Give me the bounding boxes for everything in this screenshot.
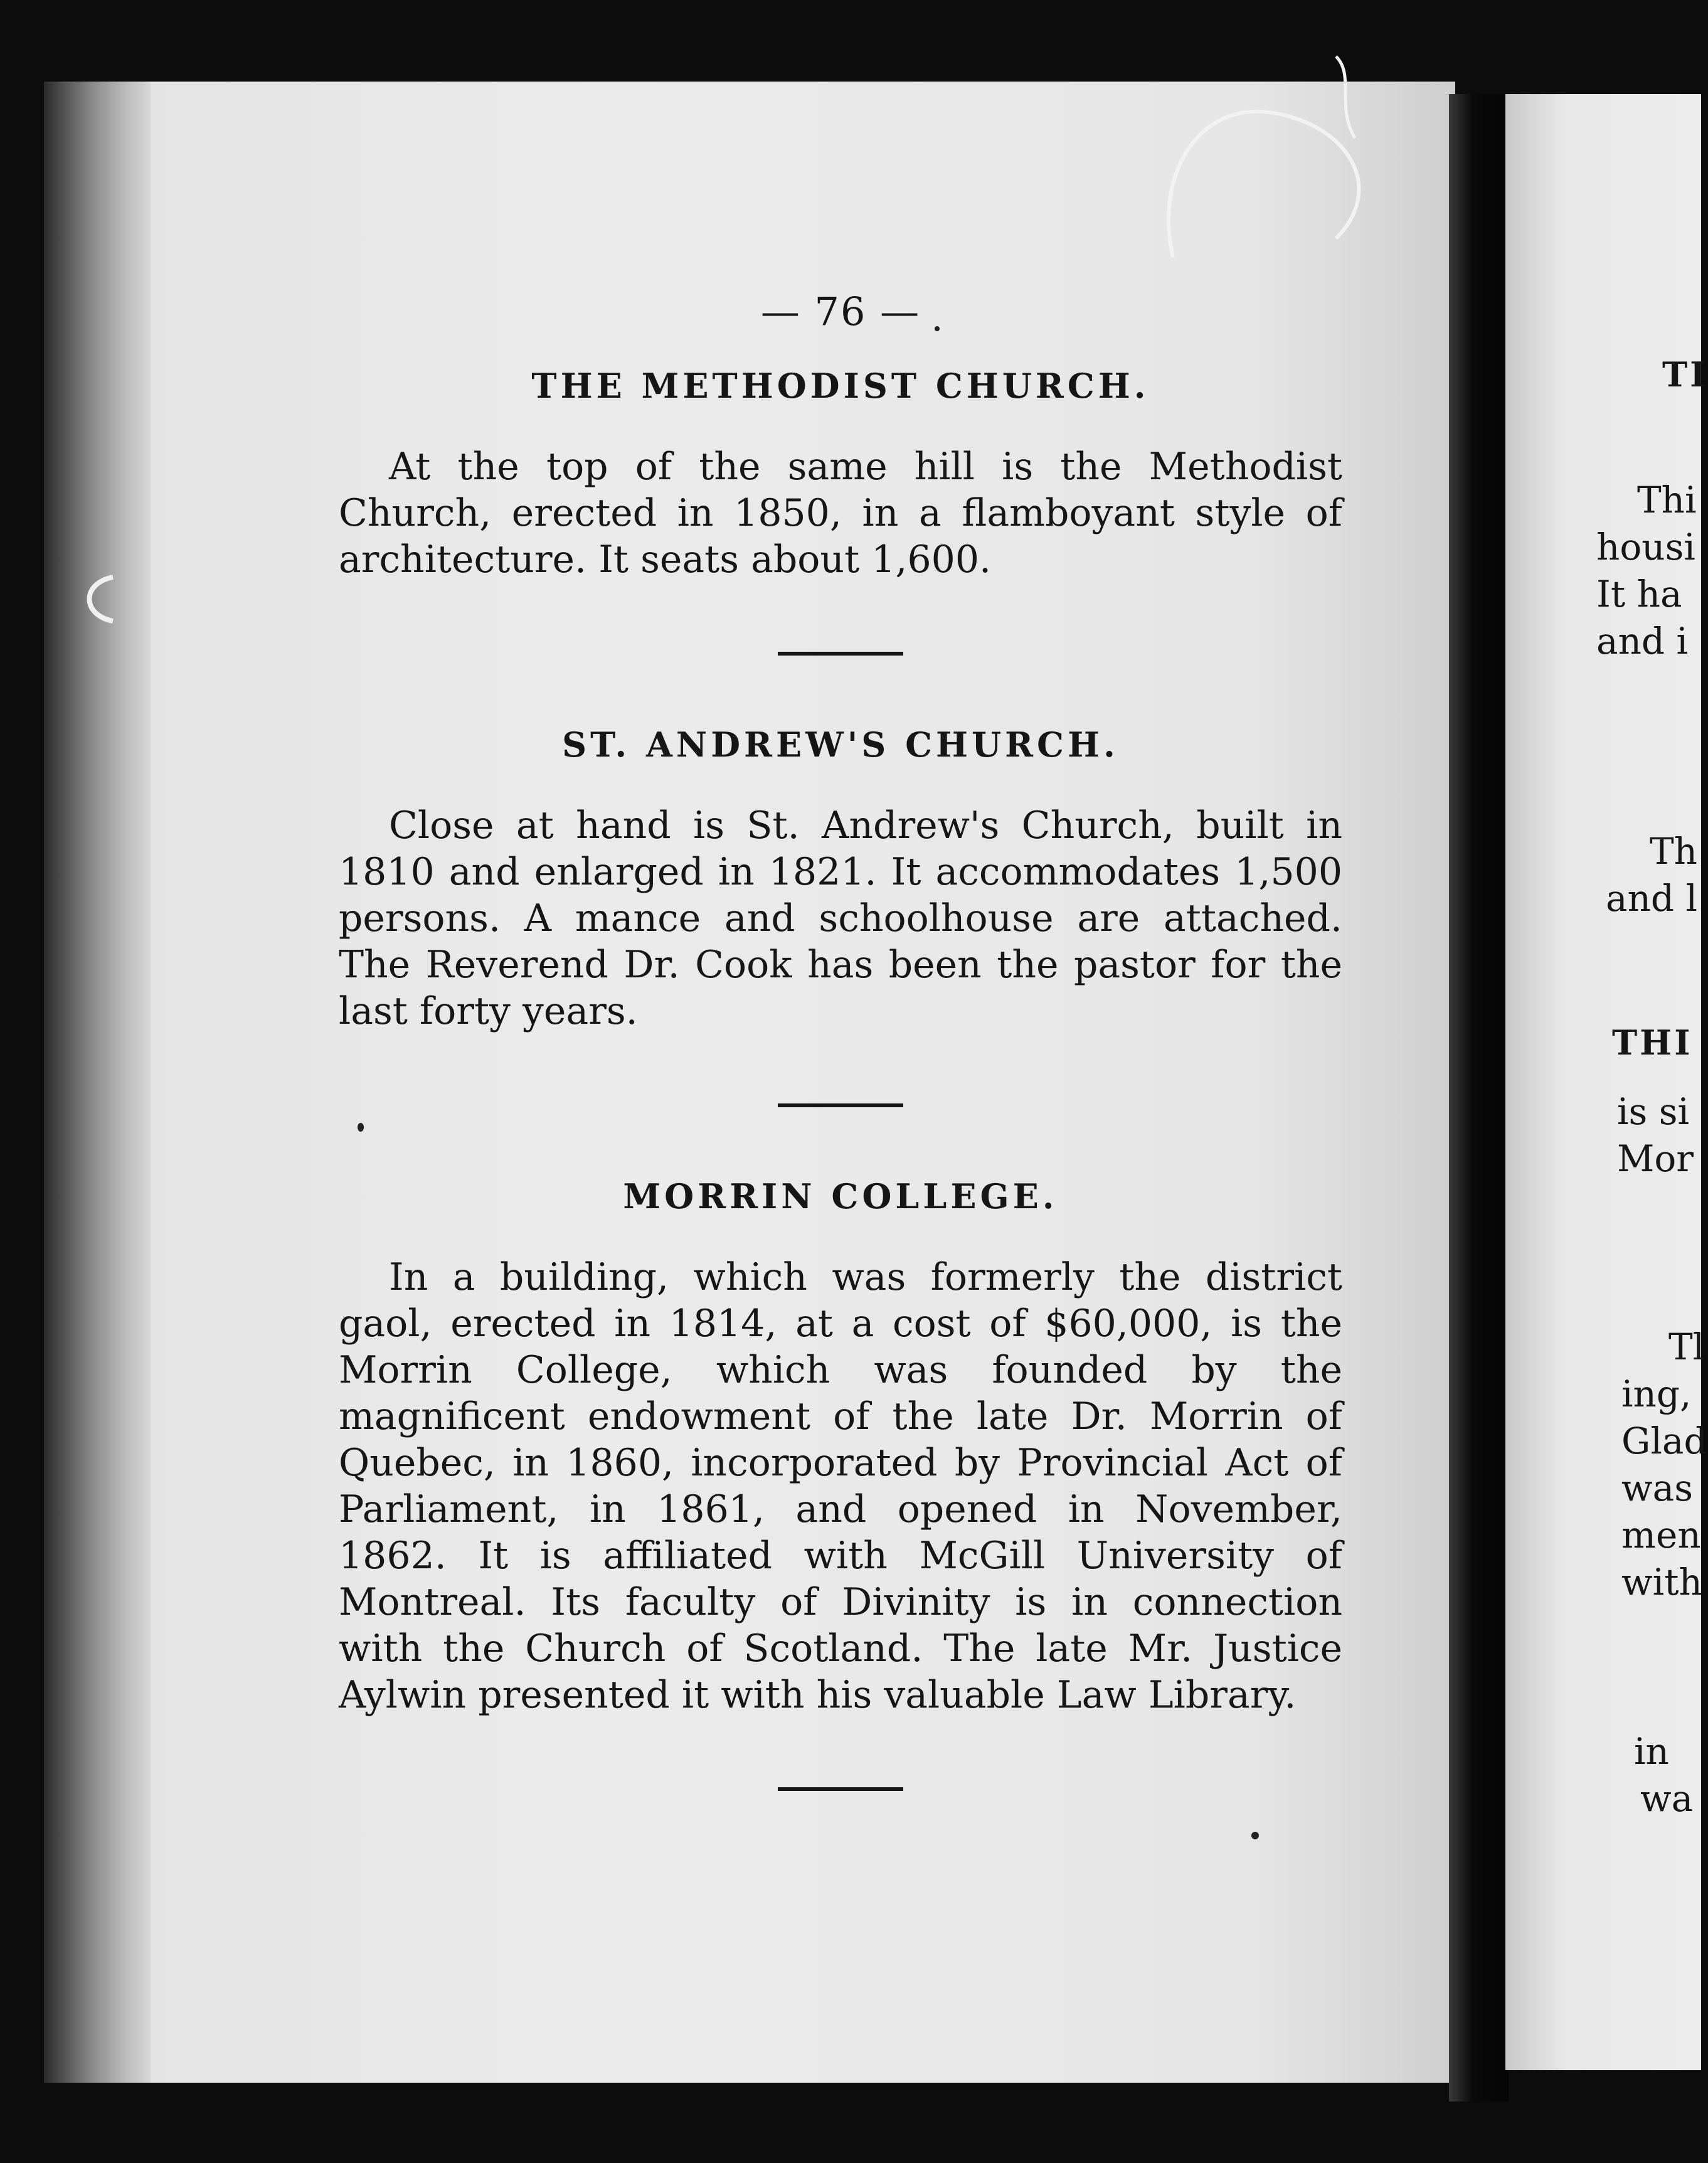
section-paragraph: Close at hand is St. Andrew's Church, built in 1810 and enlarged in 1821. It accommodates 1,500 persons. A mance and schoolhouse are attached. The Reverend Dr. Cook has been the pastor for the last forty years. xyxy=(339,804,1342,1033)
scan-artifact-curl xyxy=(1148,50,1436,276)
right-page-fragment: in xyxy=(1634,1730,1669,1773)
right-page-fragment: men xyxy=(1621,1514,1701,1556)
section-st-andrews-church xyxy=(339,725,1342,1034)
page-content xyxy=(339,289,1342,1860)
section-heading: THE METHODIST CHURCH. xyxy=(531,366,1150,406)
section-paragraph: At the top of the same hill is the Methodist Church, erected in 1850, in a flamboyant style of architecture. It seats about 1,600. xyxy=(339,445,1342,582)
page-edge xyxy=(44,82,151,2083)
right-page-fragment: is si xyxy=(1617,1090,1690,1133)
right-page-fragment: It ha xyxy=(1596,573,1682,615)
right-page-fragment: Tl xyxy=(1668,1326,1705,1368)
section-heading: ST. ANDREW'S CHURCH. xyxy=(562,725,1119,765)
right-page-fragment: THI xyxy=(1612,1023,1693,1063)
right-page-fragment: Glad xyxy=(1621,1420,1707,1462)
section-morrin-college xyxy=(339,1176,1342,1718)
right-page-fragment: and i xyxy=(1596,620,1689,662)
right-page-fragment: Thi xyxy=(1637,479,1697,521)
book-gutter xyxy=(1449,94,1509,2102)
divider-rule xyxy=(778,1787,903,1791)
page-number: — 76 — xyxy=(760,289,921,334)
section-methodist-church xyxy=(339,366,1342,583)
right-page-fragment: with xyxy=(1621,1561,1702,1603)
right-page-fragment: wa xyxy=(1640,1777,1694,1820)
section-paragraph: In a building, which was formerly the district gaol, erected in 1814, at a cost of $60,000, is the Morrin College, which was founded by the magnificent endowment of the late Dr. Morrin of Quebec, in 1860, incorporated by Provincial Act of Parliament, in 1861, and opened in November, 1862. It is affiliated with McGill University of Montreal. Its faculty of Divinity is in connection with the Church of Scotland. The late Mr. Justice Aylwin presented it with his valuable Law Library. xyxy=(339,1255,1342,1717)
right-page-fragment: and l xyxy=(1606,877,1698,920)
scan-speck xyxy=(935,326,940,331)
right-page-fragment: was xyxy=(1621,1467,1693,1509)
right-page-fragment: ing, xyxy=(1621,1373,1692,1415)
scan-artifact-mark xyxy=(63,565,138,640)
section-heading: MORRIN COLLEGE. xyxy=(623,1176,1058,1216)
right-page-fragment: Th xyxy=(1650,830,1698,873)
divider-rule xyxy=(778,652,903,656)
divider-rule xyxy=(778,1103,903,1107)
right-page-fragment: housi xyxy=(1596,526,1695,568)
scan-speck xyxy=(1251,1832,1259,1839)
right-page-fragment: TI xyxy=(1662,354,1708,395)
scan-speck xyxy=(358,1123,364,1132)
right-page-fragment: Mor xyxy=(1617,1137,1694,1180)
